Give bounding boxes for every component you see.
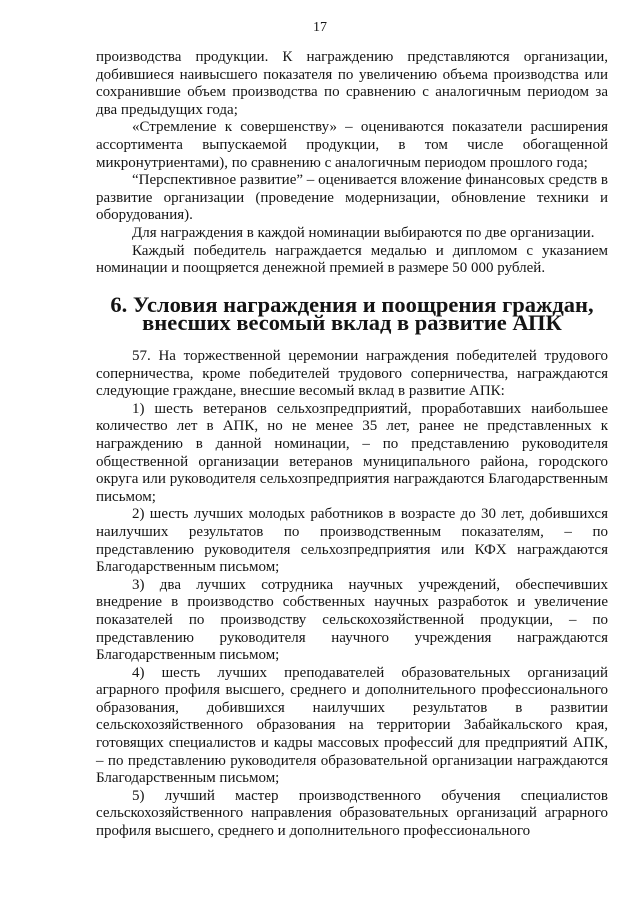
paragraph: производства продукции. К награждению представляются организации, добившиеся наивысшего показателя по увеличению объема производства или сохранившие объем производства по сравнению с аналогичным периодом за два предыдущих года; <box>96 49 608 118</box>
paragraph: Каждый победитель награждается медалью и дипломом с указанием номинации и поощряется денежной премией в размере 50 000 рублей. <box>96 242 608 277</box>
section-2-body <box>96 348 608 841</box>
paragraph: “Перспективное развитие” – оценивается вложение финансовых средств в развитие организации (проведение модернизации, обновление техники и оборудования). <box>96 172 608 224</box>
heading-line-1: 6. Условия награждения и поощрения граждан, <box>110 292 594 317</box>
list-item: 5) лучший мастер производственного обучения специалистов сельскохозяйственного направления образовательных организаций аграрного профиля высшего, среднего и дополнительного профессионального <box>96 787 608 840</box>
paragraph: «Стремление к совершенству» – оцениваются показатели расширения ассортимента выпускаемой продукции, в том числе обогащенной микронутриентами), по сравнению с аналогичным периодом прошлого года; <box>96 119 608 171</box>
paragraph: Для награждения в каждой номинации выбираются по две организации. <box>132 224 595 241</box>
section-1-body <box>96 49 608 278</box>
paragraph: 57. На торжественной церемонии награждения победителей трудового соперничества, кроме победителей трудового соперничества, награждаются следующие граждане, внесшие весомый вклад в развитие АПК: <box>96 348 608 400</box>
list-item: 2) шесть лучших молодых работников в возрасте до 30 лет, добившихся наилучших результатов по производственным показателям, – по представлению руководителя сельхозпредприятия или КФХ награждаются Благодарственным письмом; <box>96 506 608 576</box>
heading-line-2: внесших весомый вклад в развитие АПК <box>142 310 562 335</box>
list-item: 1) шесть ветеранов сельхозпредприятий, проработавших наибольшее количество лет в АПК, но не менее 35 лет, ранее не представленных к награждению в данной номинации, – по представлению руководителя общественной организации ветеранов муниципального района, городского округа или руководителя сельхозпредприятия награждаются Благодарственным письмом; <box>96 400 608 505</box>
page-number: 17 <box>313 20 327 35</box>
list-item: 4) шесть лучших преподавателей образовательных организаций аграрного профиля высшего, среднего и дополнительного профессионального образования, добившихся наилучших результатов в развитии сельскохозяйственного образования на территории Забайкальского края, готовящих специалистов и кадры массовых профессий для предприятий АПК, – по представлению руководителя образовательной организации награждаются Благодарственным письмом; <box>96 664 608 787</box>
section-heading <box>96 292 608 335</box>
list-item: 3) два лучших сотрудника научных учреждений, обеспечивших внедрение в производство собственных научных разработок и увеличение показателей по производству сельскохозяйственной продукции, – по представлению руководителя научного учреждения награждаются Благодарственным письмом; <box>96 576 608 664</box>
